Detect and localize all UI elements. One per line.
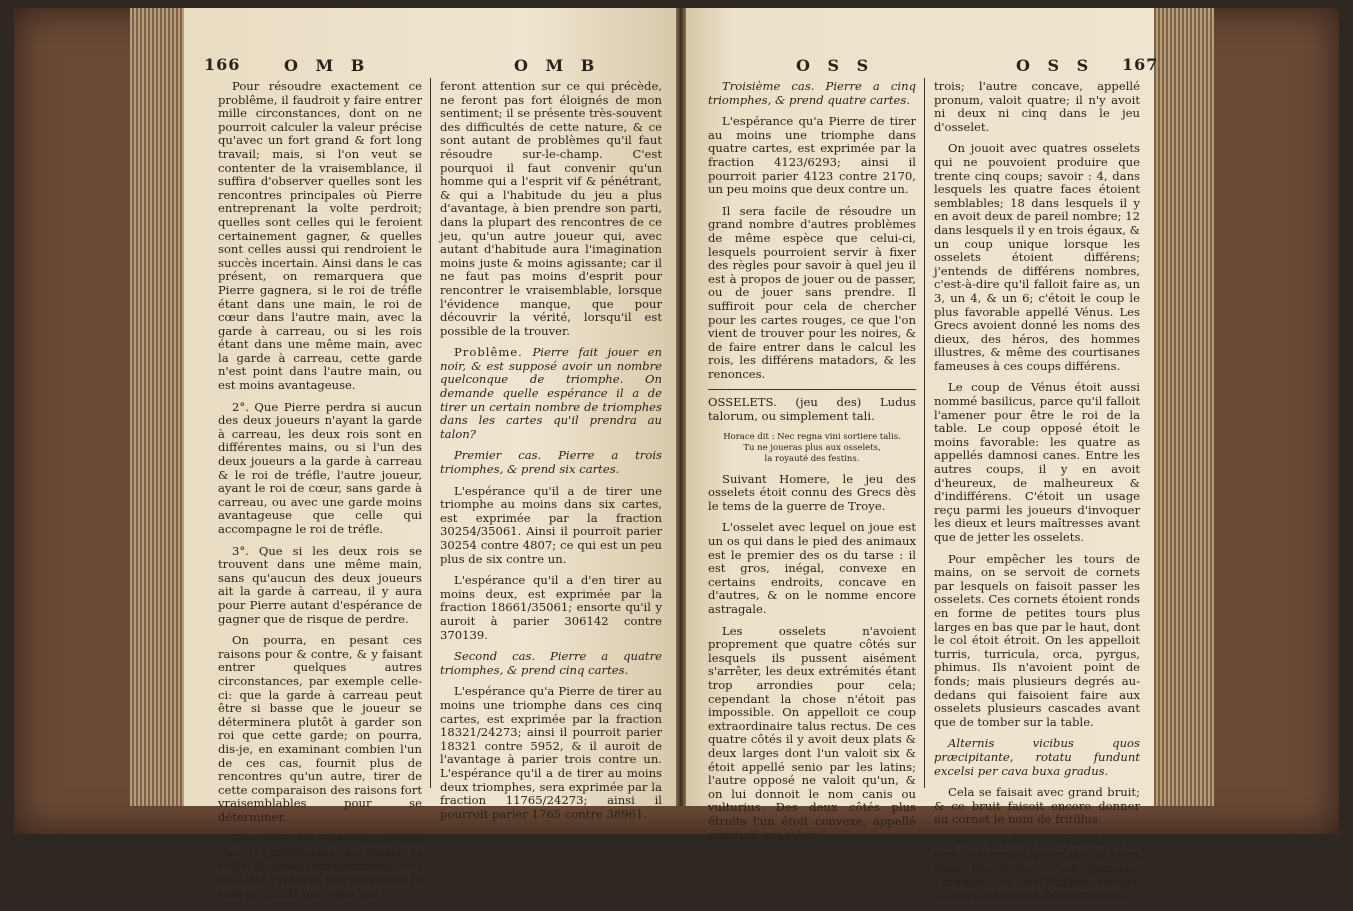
quote-line: la royauté des festins. (764, 453, 860, 464)
quote-line: Horace dit : Nec regna vini sortiere talis. (723, 431, 901, 442)
paragraph: Le coup de Vénus étoit aussi nommé basilicus, parce qu'il falloit l'amener pour être le roi de la table. Le coup opposé étoit le moins favorable: les quatre as appellés damnosi canes. Entre les autres coups, il y en avoit d'heureux, de malheureux & d'indifférens. C'étoit un usage reçu parmi les joueurs d'invoquer les dieux et leurs maîtresses avant que de jetter les osselets. (934, 380, 1140, 544)
case-heading: Second cas. Pierre a quatre triomphes, & prend cinq cartes. (440, 649, 662, 677)
case-heading: Troisième cas. Pierre a cinq triomphes, & prend quatre cartes. (708, 79, 916, 107)
paragraph: On pourra, en pesant ces raisons pour & contre, & y faisant entrer quelques autres circonstances, par exemple celle-ci: que la garde à carreau peut être si basse que le joueur se déterminera plutôt à garder son roi que cette garde; on pourra, dis-je, en examinant combien l'un de ces cas, fournit plus de rencontres qu'un autre, tirer de cette comparaison des raisons fort vraisemblables pour se déterminer. (218, 633, 422, 824)
paragraph: feront attention sur ce qui précède, ne feront pas fort éloignés de mon sentiment; il se présente très-souvent des difficultés de cette nature, & ce sont autant de problèmes qu'il faut résoudre sur-le-champ. C'est pourquoi il faut convenir qu'un homme qui a l'esprit vif & pénétrant, & qui a l'habitude du jeu a plus d'avantage, à bien prendre son parti, dans la plupart des rencontres de ce jeu, qu'un autre joueur qui, avec autant d'habitude aura l'imagination moins juste & moins agissante; car il ne faut pas moins d'esprit pour rencontrer le vraisemblable, lorsque l'évidence manque, que pour découvrir la vérité, lorsqu'il est possible de la trouver. (440, 79, 662, 338)
right-column-2 (934, 80, 1140, 911)
paragraph: On jouoit avec quatres osselets qui ne pouvoient produire que trente cinq coups; savoir : 4, dans lesquels les quatre faces étoient semblables; 18 dans lesquels il y en avoit deux de pareil nombre; 12 dans lesquels il y en trois égaux, & un coup unique lorsque les osselets étoient différens; j'entends de différens nombres, c'est-à-dire qu'il falloit faire as, un 3, un 4, & un 6; c'étoit le coup le plus favorable appellé Vénus. Les Grecs avoient donné les noms des dieux, des héros, des hommes illustres, & même des courtisanes fameuses à ces coups différens. (934, 141, 1140, 373)
right-running-head: O S S (796, 56, 875, 75)
probleme (440, 346, 662, 441)
left-column-2 (440, 80, 662, 829)
book-spine (676, 8, 686, 806)
paragraph: trois; l'autre concave, appellé pronum, valoit quatre; il n'y avoit ni deux ni cinq dans le jeu d'osselet. (934, 79, 1140, 134)
latin-verse: Alternis vicibus quos præcipitante, rotatu fundunt excelsi per cava buxa gradus. (934, 736, 1140, 778)
page-edges-right (1154, 8, 1214, 806)
case-heading: Premier cas. Pierre a trois triomphes, & prend six cartes. (440, 448, 662, 477)
column-rule (430, 78, 431, 788)
paragraph: L'osselet avec lequel on joue est un os qui dans le pied des animaux est le premier des os du tarse : il est gros, inégal, convexe en certains endroits, concave en d'autres, & on le nomme encore astragale. (708, 520, 916, 616)
paragraph: Pour moi, dit Montmor, j'avoue que je préférerois de tenter la volte; & quoiqu'apparemment cela n'ait été pratiqué par personne, je suis persuadé que ceux qui (218, 831, 422, 900)
paragraph: L'espérance qu'a Pierre de tirer au moins une triomphe dans quatre cartes, est exprimée par la fraction 4123/6293; ainsi il pourroit parier 4123 contre 2170, un peu moins que deux contre un. (708, 114, 916, 197)
left-page (184, 8, 676, 900)
right-page (686, 8, 1159, 903)
column-rule (924, 78, 925, 788)
paragraph: L'espérance qu'a Pierre de tirer au moins une triomphe dans ces cinq cartes, est exprimée par la fraction 18321/24273; ainsi il pourroit parier 18321 contre 5952, & il auroit de l'avantage à parier trois contre un. L'espérance qu'il a de tirer au moins deux triomphes, sera exprimée par la fraction 11765/24273; ainsi il pourroit parier 1765 contre 38961. (440, 684, 662, 821)
paragraph: Les osselets n'avoient proprement que quatre côtés sur lesquels ils pussent aisément s'arrêter, les deux extrémités étant trop arrondies pour cela; cependant la chose n'étoit pas impossible. On appelloit ce coup extraordinaire talus rectus. De ces quatre côtés il y avoit deux plats & deux larges dont l'un valoit six & étoit appellé senio par les latins; l'autre opposé ne valoit qu'un, & on lui donnoit le nom canis ou vulturius. Des deux côtés plus étroits l'un étoit convexe, appellé supinum qui valoit (708, 623, 916, 842)
paragraph: Il sera facile de résoudre un grand nombre d'autres problèmes de même espèce que celui-ci, lesquels pourroient servir à fixer des règles pour savoir à quel jeu il est à propos de jouer ou de passer, ou de jouer sans prendre. Il suffiroit pour cela de chercher pour les cartes rouges, ce que l'on vient de trouver pour les noires, & de faire entrer dans le calcul les rois, les différens matadors, & les renonces. (708, 203, 916, 381)
page-edges-left (130, 8, 184, 806)
left-running-head: O M B (284, 56, 371, 75)
left-column-1 (218, 80, 422, 908)
left-page-number: 166 (204, 55, 241, 74)
paragraph: 3°. Que si les deux rois se trouvent dans une même main, sans qu'aucun des deux joueurs ait la garde à carreau, il y aura pour Pierre autant d'espérance de gagner que de risque de perdre. (218, 543, 422, 626)
right-column-1 (708, 80, 916, 850)
entry-heading: OSSELETS. (jeu des) Ludus talorum, ou simplement tali. (708, 395, 916, 424)
paragraph: 2°. Que Pierre perdra si aucun des deux joueurs n'ayant la garde à carreau, les deux rois sont en différentes mains, ou si l'un des deux joueurs a la garde à carreau & le roi de tréfle, l'autre joueur, ayant le roi de cœur, sans garde à carreau, ou avec une garde moins avantageuse que celle qui accompagne le roi de tréfle. (218, 399, 422, 536)
paragraph: L'espérance qu'il a de tirer une triomphe au moins dans six cartes, est exprimée par la fraction 30254/35061. Ainsi il pourroit parier 30254 contre 4807; ce qui est un peu plus de six contre un. (440, 483, 662, 566)
quote-line: Tu ne joueras plus aux osselets, (743, 442, 881, 453)
left-running-head-center: O M B (514, 56, 601, 75)
paragraph: Pour résoudre exactement ce problême, il faudroit y faire entrer mille circonstances, dont on ne pourroit calculer la valeur précise qu'avec un fort grand & fort long travail; mais, si l'on veut se contenter de la vraisemblance, il suffira d'observer quelles sont les rencontres principales où Pierre entreprenant la volte perdroit; quelles sont celles qui le feroient certainement gagner, & quelles sont celles aussi qui rendroient le succès incertain. Ainsi dans le cas présent, on remarquera que Pierre gagnera, si le roi de tréfle étant dans une main, le roi de cœur dans l'autre main, avec la garde à carreau, ou si les rois étant dans une même main, avec la garde à carreau, cette garde n'est point dans l'autre main, ou est moins avantageuse. (218, 79, 422, 393)
right-page-number: 167 (1122, 55, 1159, 74)
quote-block (708, 432, 916, 465)
probleme-label: Problême. (454, 345, 523, 360)
paragraph: Pour empêcher les tours de mains, on se servoit de cornets par lesquels on faisoit passer les osselets. Ces cornets étoient ronds en forme de petites tours plus larges en bas que par le haut, dont le col étoit étroit. On les appelloit turris, turricula, orca, pyrgus, phimus. Ils n'avoient point de fonds; mais plusieurs degrés au-dedans qui faisoient faire aux osselets plusieurs cascades avant que de tomber sur la table. (934, 551, 1140, 729)
right-running-head-2: O S S (1016, 56, 1095, 75)
paragraph: Cela se faisait avec grand bruit; & ce bruit faisoit encore donner au cornet le nom de fritillus. (934, 785, 1140, 827)
paragraph: Suivant Homere, le jeu des osselets étoit connu des Grecs dès le tems de la guerre de Troye. (708, 471, 916, 513)
probleme-text: Pierre fait jouer en noir, & est supposé avoir un nombre quelconque de triomphe. On demande quelle espérance il a de tirer un certain nombre de triomphes dans les cartes qu'il prendra au talon? (440, 345, 662, 441)
paragraph: L'espérance qu'il a d'en tirer au moins deux, est exprimée par la fraction 18661/35061; ensorte qu'il y auroit à parier 306142 contre 370139. (440, 573, 662, 642)
paragraph: Les osselets n'étoient au commencement qu'un jeu d'enfant chez les Grecs; c'est pourquoi Phraates, roi des Parthes, envoya des osselets dor à Démétrius roi (934, 833, 1140, 903)
section-rule (708, 389, 916, 390)
